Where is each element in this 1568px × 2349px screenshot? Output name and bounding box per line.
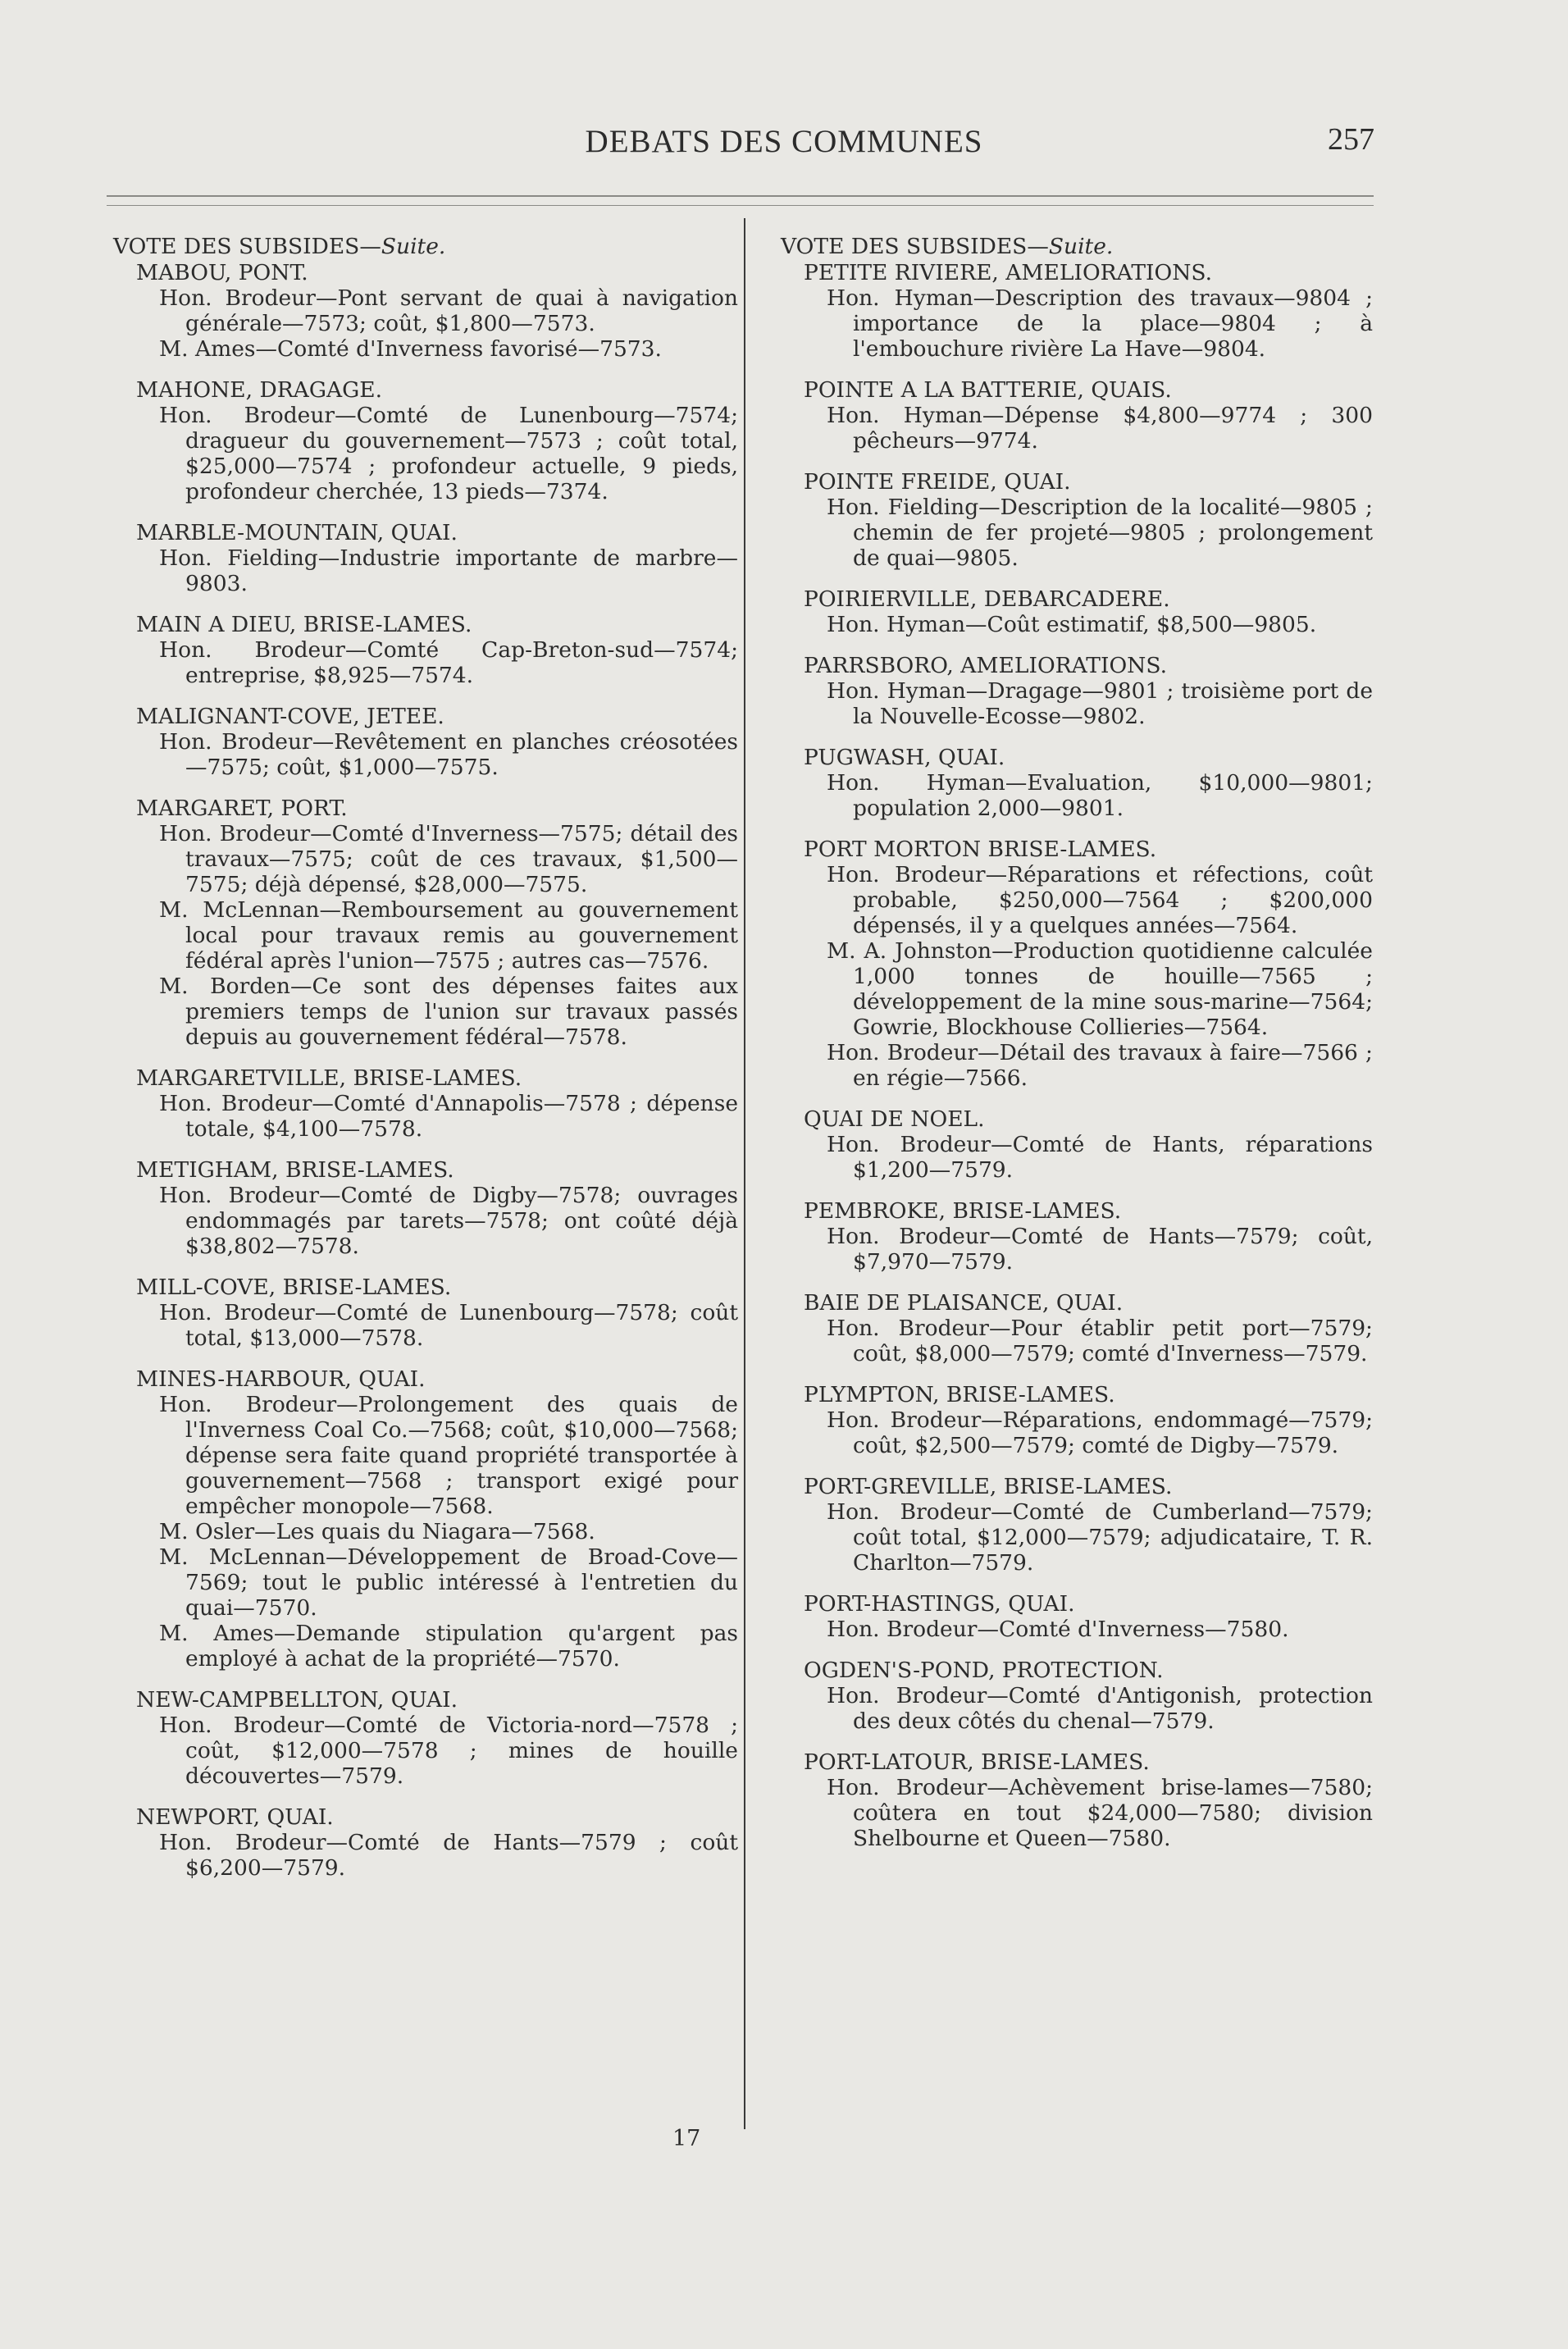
entry-paragraph: Hon. Brodeur—Achèvement brise-lames—7580; coûtera en tout $24,000—7580; division Shelbourne et Queen—7580. [827, 1775, 1373, 1851]
entry-paragraph: M. Ames—Comté d'Inverness favorisé—7573. [159, 336, 662, 362]
entry-title: MAIN A DIEU, BRISE-LAMES. [136, 612, 472, 637]
entry-title: BAIE DE PLAISANCE, QUAI. [804, 1290, 1124, 1316]
index-entry [781, 1658, 1373, 1734]
entry-paragraph: Hon. Brodeur—Détail des travaux à faire—7566 ; en régie—7566. [827, 1040, 1373, 1091]
index-entry [781, 1474, 1373, 1576]
entry-paragraph: M. Osler—Les quais du Niagara—7568. [159, 1519, 595, 1544]
entry-paragraph: Hon. Brodeur—Prolongement des quais de l'Inverness Coal Co.—7568; coût, $10,000—7568; dépense sera faite quand propriété transportée à gouvernement—7568 ; transport exigé pour empêcher monopole—7568. [159, 1392, 738, 1519]
entry-paragraph: Hon. Brodeur—Comté de Hants—7579; coût, $7,970—7579. [827, 1224, 1373, 1275]
entry-paragraph: Hon. Hyman—Coût estimatif, $8,500—9805. [827, 612, 1317, 637]
index-entry [113, 260, 738, 362]
index-entry [781, 260, 1373, 362]
entry-title: MILL-COVE, BRISE-LAMES. [136, 1275, 452, 1300]
index-entry [113, 1157, 738, 1259]
entry-paragraph: M. Borden—Ce sont des dépenses faites aux premiers temps de l'union sur travaux passés depuis au gouvernement fédéral—7578. [159, 974, 738, 1050]
index-entry [113, 377, 738, 504]
index-entry [781, 1198, 1373, 1275]
entry-title: PORT-HASTINGS, QUAI. [804, 1591, 1075, 1617]
entry-paragraph: Hon. Brodeur—Comté de Victoria-nord—7578 ; coût, $12,000—7578 ; mines de houille découvertes—7579. [159, 1713, 738, 1789]
entry-paragraph: M. McLennan—Remboursement au gouvernement local pour travaux remis au gouvernement fédéral après l'union—7575 ; autres cas—7576. [159, 897, 738, 974]
entry-title: NEWPORT, QUAI. [136, 1804, 334, 1830]
index-entry [113, 796, 738, 1050]
entry-title: PEMBROKE, BRISE-LAMES. [804, 1198, 1122, 1224]
entry-paragraph: Hon. Brodeur—Réparations et réfections, coût probable, $250,000—7564 ; $200,000 dépensés, il y a quelques années—7564. [827, 862, 1373, 938]
entry-paragraph: Hon. Brodeur—Comté Cap-Breton-sud—7574; entreprise, $8,925—7574. [159, 637, 738, 688]
entry-paragraph: Hon. Brodeur—Comté de Hants—7579 ; coût $6,200—7579. [159, 1830, 738, 1881]
entry-title: MINES-HARBOUR, QUAI. [136, 1366, 426, 1392]
entry-paragraph: Hon. Brodeur—Comté de Cumberland—7579; coût total, $12,000—7579; adjudicataire, T. R. Charlton—7579. [827, 1499, 1373, 1576]
index-entry [781, 377, 1373, 454]
entry-paragraph: Hon. Brodeur—Pont servant de quai à navigation générale—7573; coût, $1,800—7573. [159, 285, 738, 336]
entry-paragraph: Hon. Brodeur—Comté d'Annapolis—7578 ; dépense totale, $4,100—7578. [159, 1091, 738, 1142]
entry-title: POIRIERVILLE, DEBARCADERE. [804, 586, 1170, 612]
entry-paragraph: Hon. Fielding—Description de la localité—9805 ; chemin de fer projeté—9805 ; prolongement de quai—9805. [827, 495, 1373, 571]
entry-paragraph: Hon. Hyman—Description des travaux—9804 ; importance de la place—9804 ; à l'embouchure rivière La Have—9804. [827, 285, 1373, 362]
entry-paragraph: M. McLennan—Développement de Broad-Cove—7569; tout le public intéressé à l'entretien du quai—7570. [159, 1544, 738, 1621]
index-entry [113, 704, 738, 780]
entry-title: MAHONE, DRAGAGE. [136, 377, 383, 403]
index-entry [781, 653, 1373, 729]
entry-paragraph: Hon. Brodeur—Comté de Digby—7578; ouvrages endommagés par tarets—7578; ont coûté déjà $38,802—7578. [159, 1183, 738, 1259]
entry-title: MARGARETVILLE, BRISE-LAMES. [136, 1065, 522, 1091]
entry-paragraph: Hon. Brodeur—Comté de Lunenbourg—7574; dragueur du gouvernement—7573 ; coût total, $25,000—7574 ; profondeur actuelle, 9 pieds, profondeur cherchée, 13 pieds—7374. [159, 403, 738, 504]
entry-paragraph: Hon. Brodeur—Comté d'Antigonish, protection des deux côtés du chenal—7579. [827, 1683, 1373, 1734]
entry-title: PORT-GREVILLE, BRISE-LAMES. [804, 1474, 1173, 1499]
index-entry [113, 1804, 738, 1881]
index-entry [113, 1366, 738, 1672]
index-entry [113, 1065, 738, 1142]
entry-title: PORT MORTON BRISE-LAMES. [804, 837, 1157, 862]
left-column [113, 234, 738, 1896]
index-entry [113, 1687, 738, 1789]
index-entry [781, 586, 1373, 637]
header-rule-thin [107, 205, 1374, 206]
entry-title: MARGARET, PORT. [136, 796, 348, 821]
column-heading: VOTE DES SUBSIDES—Suite. [781, 234, 1114, 259]
entry-paragraph: Hon. Fielding—Industrie importante de marbre—9803. [159, 545, 738, 596]
header-rule [107, 195, 1374, 197]
index-entry [781, 469, 1373, 571]
entry-paragraph: Hon. Hyman—Dépense $4,800—9774 ; 300 pêcheurs—9774. [827, 403, 1373, 454]
index-entry [781, 1382, 1373, 1458]
entry-title: MABOU, PONT. [136, 260, 308, 285]
column-divider [744, 218, 745, 2129]
entry-title: MARBLE-MOUNTAIN, QUAI. [136, 520, 458, 545]
entry-title: MALIGNANT-COVE, JETEE. [136, 704, 444, 729]
index-entry [781, 1106, 1373, 1183]
entry-title: PETITE RIVIERE, AMELIORATIONS. [804, 260, 1213, 285]
column-heading: VOTE DES SUBSIDES—Suite. [113, 234, 446, 259]
page-number: 257 [1328, 122, 1374, 157]
entry-paragraph: Hon. Brodeur—Comté de Lunenbourg—7578; coût total, $13,000—7578. [159, 1300, 738, 1351]
entry-title: OGDEN'S-POND, PROTECTION. [804, 1658, 1164, 1683]
entry-title: PLYMPTON, BRISE-LAMES. [804, 1382, 1115, 1407]
entry-paragraph: Hon. Brodeur—Pour établir petit port—7579; coût, $8,000—7579; comté d'Inverness—7579. [827, 1316, 1373, 1366]
running-header-title: DEBATS DES COMMUNES [585, 124, 983, 159]
index-entry [113, 520, 738, 596]
entry-title: PORT-LATOUR, BRISE-LAMES. [804, 1749, 1150, 1775]
entry-title: PUGWASH, QUAI. [804, 745, 1005, 770]
entry-paragraph: M. Ames—Demande stipulation qu'argent pas employé à achat de la propriété—7570. [159, 1621, 738, 1672]
index-entry [781, 745, 1373, 821]
right-column [781, 234, 1373, 1867]
index-entry [781, 837, 1373, 1091]
entry-paragraph: Hon. Brodeur—Revêtement en planches créosotées—7575; coût, $1,000—7575. [159, 729, 738, 780]
entry-paragraph: Hon. Brodeur—Comté d'Inverness—7580. [827, 1617, 1289, 1642]
entry-paragraph: Hon. Brodeur—Comté de Hants, réparations $1,200—7579. [827, 1132, 1373, 1183]
entry-title: QUAI DE NOEL. [804, 1106, 985, 1132]
entry-title: NEW-CAMPBELLTON, QUAI. [136, 1687, 458, 1713]
index-entry [781, 1749, 1373, 1851]
entry-paragraph: M. A. Johnston—Production quotidienne calculée 1,000 tonnes de houille—7565 ; développement de la mine sous-marine—7564; Gowrie, Blockhouse Collieries—7564. [827, 938, 1373, 1040]
entry-title: POINTE FREIDE, QUAI. [804, 469, 1071, 495]
index-entry [781, 1591, 1373, 1642]
entry-title: POINTE A LA BATTERIE, QUAIS. [804, 377, 1172, 403]
entry-title: PARRSBORO, AMELIORATIONS. [804, 653, 1167, 678]
entry-paragraph: Hon. Brodeur—Comté d'Inverness—7575; détail des travaux—7575; coût de ces travaux, $1,500—7575; déjà dépensé, $28,000—7575. [159, 821, 738, 897]
entry-paragraph: Hon. Brodeur—Réparations, endommagé—7579; coût, $2,500—7579; comté de Digby—7579. [827, 1407, 1373, 1458]
signature-number: 17 [672, 2126, 701, 2151]
entry-title: METIGHAM, BRISE-LAMES. [136, 1157, 454, 1183]
entry-paragraph: Hon. Hyman—Dragage—9801 ; troisième port de la Nouvelle-Ecosse—9802. [827, 678, 1373, 729]
index-entry [113, 612, 738, 688]
index-entry [113, 1275, 738, 1351]
index-entry [781, 1290, 1373, 1366]
entry-paragraph: Hon. Hyman—Evaluation, $10,000—9801; population 2,000—9801. [827, 770, 1373, 821]
